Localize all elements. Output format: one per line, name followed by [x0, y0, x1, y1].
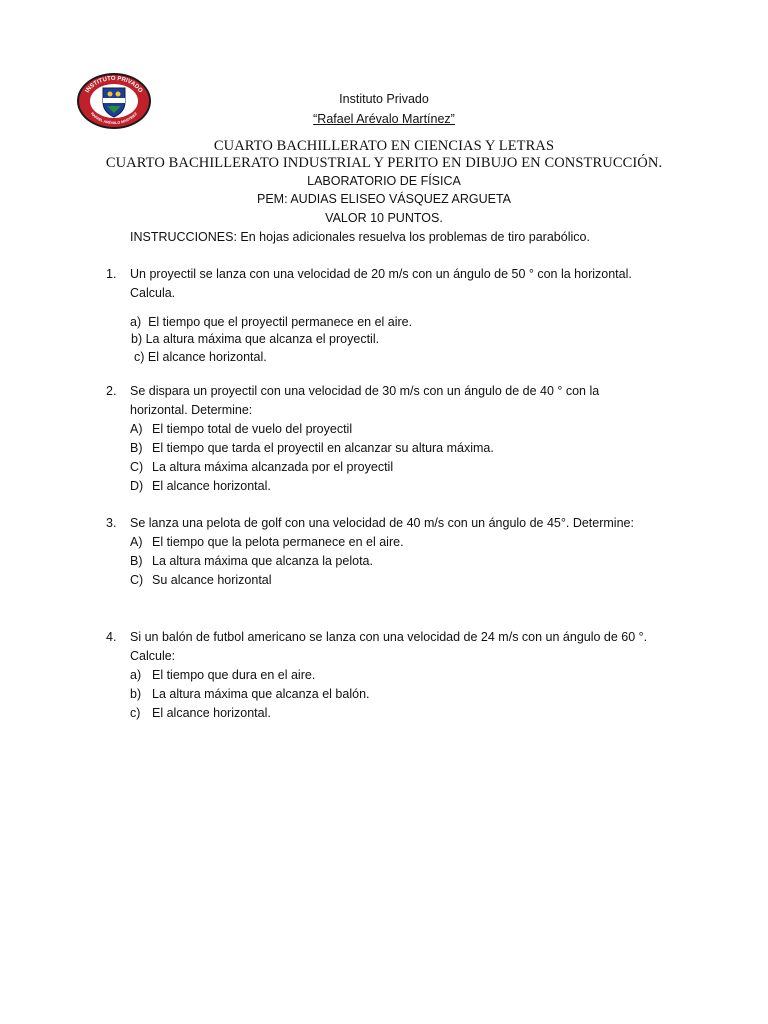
problem-number: 3.	[106, 516, 117, 530]
lab-title: LABORATORIO DE FÍSICA	[307, 174, 461, 188]
problem-text: horizontal. Determine:	[130, 403, 253, 417]
item-text: Su alcance horizontal	[152, 573, 272, 587]
item-text: La altura máxima alcanzada por el proyectil	[152, 460, 394, 474]
list-item	[134, 350, 267, 364]
problem-text: Calcula.	[130, 286, 176, 300]
problem-text: Si un balón de futbol americano se lanza con una velocidad de 24 m/s con un ángulo de 60 °.	[130, 630, 648, 644]
institute-name: “Rafael Arévalo Martínez”	[313, 112, 455, 126]
item-label: a)	[130, 315, 142, 329]
item-text: El tiempo que el proyectil permanece en el aire.	[148, 315, 413, 329]
list-item	[130, 315, 412, 329]
item-label: a)	[130, 668, 142, 682]
item-text: El tiempo total de vuelo del proyectil	[152, 422, 353, 436]
problem-text: Se dispara un proyectil con una velocidad de 30 m/s con un ángulo de de 40 ° con la	[130, 384, 600, 398]
item-label: B)	[130, 554, 143, 568]
item-label: C)	[130, 573, 144, 587]
problem-number: 1.	[106, 267, 117, 281]
item-label: A)	[130, 535, 143, 549]
item-text: El tiempo que dura en el aire.	[152, 668, 316, 682]
item-label: b)	[130, 687, 142, 701]
teacher-line: PEM: AUDIAS ELISEO VÁSQUEZ ARGUETA	[256, 192, 511, 206]
problem-text: Calcule:	[130, 649, 176, 663]
problem-number: 2.	[106, 384, 117, 398]
grade-line-1: CUARTO BACHILLERATO EN CIENCIAS Y LETRAS	[213, 138, 555, 154]
item-label: c)	[134, 350, 145, 364]
item-label: C)	[130, 460, 144, 474]
logo-bottom-text: RAFAEL ARÉVALO MARTÍNEZ	[89, 111, 139, 126]
value-line: VALOR 10 PUNTOS.	[325, 211, 443, 225]
institute-label: Instituto Privado	[339, 92, 429, 106]
problem-number: 4.	[106, 630, 117, 644]
item-text: El alcance horizontal.	[152, 706, 271, 720]
instructions: INSTRUCCIONES: En hojas adicionales resuelva los problemas de tiro parabólico.	[130, 230, 590, 244]
problem-text: Se lanza una pelota de golf con una velocidad de 40 m/s con un ángulo de 45°. Determine:	[130, 516, 634, 530]
item-label: b)	[131, 332, 143, 346]
logo-top-text: INSTITUTO PRIVADO	[84, 75, 144, 95]
item-label: B)	[130, 441, 143, 455]
item-text: El tiempo que tarda el proyectil en alcanzar su altura máxima.	[152, 441, 494, 455]
item-text: El alcance horizontal.	[147, 350, 267, 364]
item-text: La altura máxima que alcanza la pelota.	[152, 554, 373, 568]
item-text: La altura máxima que alcanza el balón.	[152, 687, 370, 701]
item-label: c)	[130, 706, 141, 720]
list-item	[131, 332, 379, 346]
item-label: A)	[130, 422, 143, 436]
item-text: El tiempo que la pelota permanece en el aire.	[152, 535, 404, 549]
item-label: D)	[130, 479, 144, 493]
institute-name-wrap	[0, 112, 768, 126]
item-text: La altura máxima que alcanza el proyectil.	[145, 332, 380, 346]
grade-line-2: CUARTO BACHILLERATO INDUSTRIAL Y PERITO EN DIBUJO EN CONSTRUCCIÓN.	[105, 155, 663, 171]
item-text: El alcance horizontal.	[152, 479, 271, 493]
problem-text: Un proyectil se lanza con una velocidad de 20 m/s con un ángulo de 50 ° con la horizontal.	[130, 267, 632, 281]
